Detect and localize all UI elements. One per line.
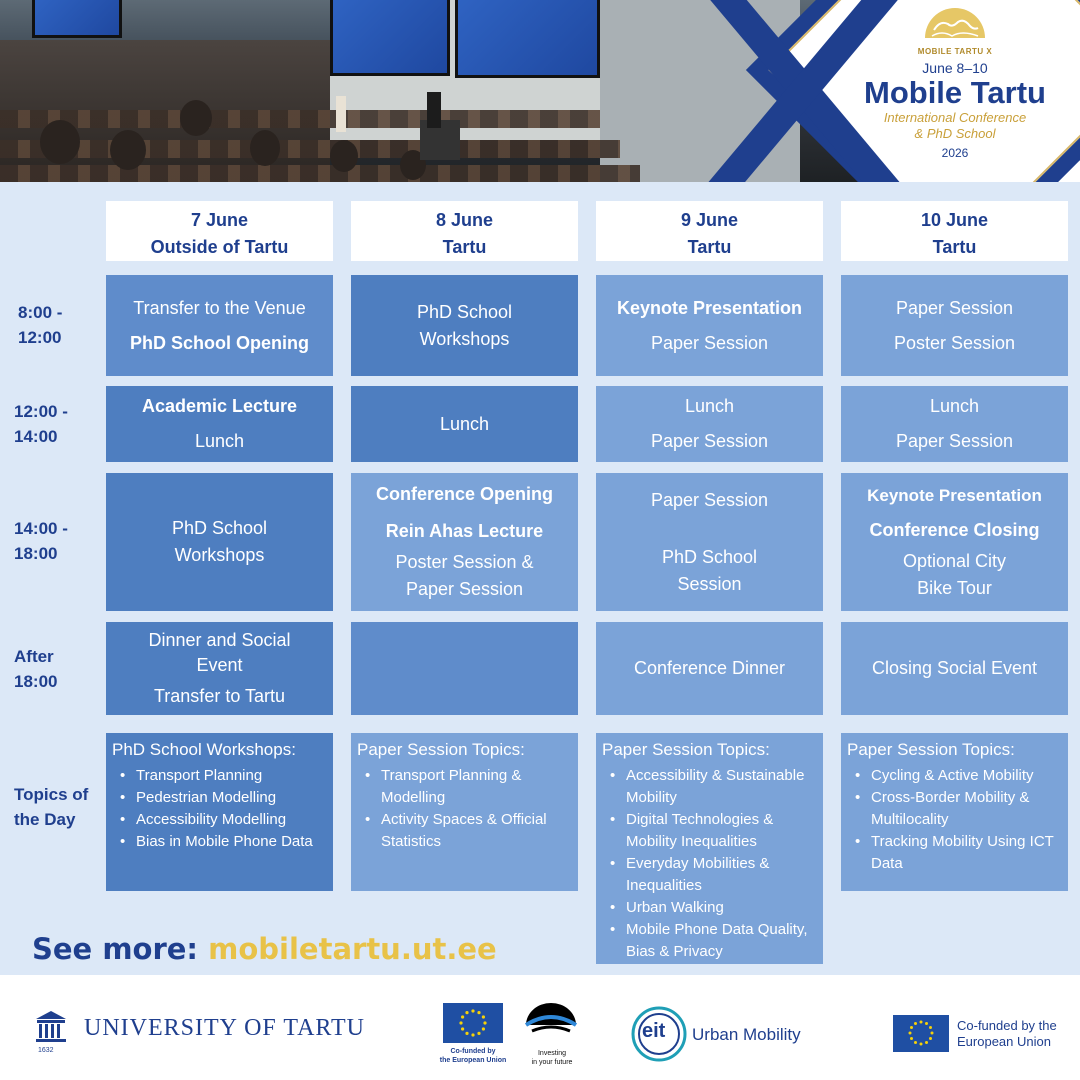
time-slot-line: 14:00 <box>14 427 58 446</box>
event-text: PhD School <box>171 518 268 538</box>
time-slot-line: 8:00 - <box>18 303 63 322</box>
list-item: • Urban Walking <box>602 897 817 919</box>
list-item: • Everyday Mobilities & Inequalities <box>602 853 817 897</box>
time-slot-after-18 <box>14 644 57 694</box>
list-item: • Accessibility Modelling <box>112 809 327 831</box>
topics-title: PhD School Workshops: <box>112 740 296 759</box>
investing-line: in your future <box>531 1059 573 1066</box>
time-slot-line: 12:00 <box>18 328 62 347</box>
time-slot-line: After <box>14 647 54 666</box>
list-item: • Bias in Mobile Phone Data <box>112 831 327 853</box>
time-slot-line: Topics of <box>14 785 89 804</box>
eu-cofunded-text <box>957 1018 1057 1050</box>
eit-brand-text: Urban Mobility <box>692 1025 801 1044</box>
event-text: Poster Session & <box>395 552 534 572</box>
event-text: Lunch <box>194 431 245 451</box>
schedule-cell-9-june-afternoon <box>596 473 823 611</box>
event-text: PhD School <box>661 546 758 567</box>
topics-title: Paper Session Topics: <box>602 740 770 759</box>
event-text: Paper Session <box>895 431 1014 451</box>
university-building-icon <box>34 1009 68 1043</box>
topics-cell-10-june <box>841 733 1068 891</box>
eu-cofunded-line: Co-funded by the <box>957 1018 1057 1033</box>
day-header-7-june <box>106 201 333 261</box>
investing-text <box>524 1049 580 1067</box>
event-text: Poster Session <box>893 332 1016 353</box>
day-header-9-june <box>596 201 823 261</box>
event-text: Closing Social Event <box>871 658 1038 678</box>
list-item: • Cross-Border Mobility & Multilocality <box>847 787 1062 831</box>
list-item: • Pedestrian Modelling <box>112 787 327 809</box>
topics-list <box>357 765 572 853</box>
event-text: Workshops <box>419 328 510 349</box>
eu-flag-icon <box>443 1003 503 1043</box>
topics-cell-8-june <box>351 733 578 891</box>
day-date: 10 June <box>920 210 989 230</box>
schedule-cell-10-june-afternoon <box>841 473 1068 611</box>
day-date: 9 June <box>680 210 739 230</box>
event-text: Lunch <box>439 413 490 434</box>
university-year: 1632 <box>38 1047 54 1054</box>
list-item: • Accessibility & Sustainable Mobility <box>602 765 817 809</box>
event-text: Dinner and Social <box>148 630 291 650</box>
time-slot-14-18 <box>14 516 68 566</box>
conference-badge <box>840 8 1070 178</box>
schedule-cell-9-june-morning <box>596 275 823 376</box>
conference-subtitle: International Conference <box>883 110 1027 125</box>
list-item: • Cycling & Active Mobility <box>847 765 1062 787</box>
see-more-label: See more: <box>32 932 199 966</box>
conference-title: Mobile Tartu <box>864 75 1046 110</box>
event-text: Paper Session <box>650 489 769 510</box>
list-item: • Transport Planning <box>112 765 327 787</box>
logo-text: MOBILE TARTU X <box>917 47 993 56</box>
topics-cell-7-june <box>106 733 333 891</box>
event-text: Lunch <box>684 396 735 416</box>
time-slot-line: the Day <box>14 810 76 829</box>
event-text: Paper Session <box>650 332 769 353</box>
list-item: • Activity Spaces & Official Statistics <box>357 809 572 853</box>
schedule-cell-8-june-midday <box>351 386 578 462</box>
list-item: • Tracking Mobility Using ICT Data <box>847 831 1062 875</box>
eit-text: eit <box>642 1020 666 1042</box>
website-link[interactable]: mobiletartu.ut.ee <box>208 932 497 966</box>
day-place: Outside of Tartu <box>150 237 289 257</box>
list-item: • Transport Planning & Modelling <box>357 765 572 809</box>
day-place: Tartu <box>687 237 732 257</box>
event-text: Event <box>196 655 243 675</box>
conference-dates: June 8–10 <box>922 60 988 76</box>
eu-cofunded-line: Co-funded by <box>450 1048 496 1055</box>
time-slot-8-12 <box>18 300 62 350</box>
schedule-cell-10-june-morning <box>841 275 1068 376</box>
topics-list <box>112 765 327 853</box>
event-text: Academic Lecture <box>141 396 298 416</box>
event-text: PhD School <box>416 301 513 322</box>
footer-logos <box>0 975 1080 1080</box>
event-text: Session <box>677 573 742 594</box>
schedule-cell-8-june-morning <box>351 275 578 376</box>
event-text: Bike Tour <box>917 578 992 598</box>
schedule-cell-9-june-evening <box>596 622 823 715</box>
event-text: Conference Closing <box>869 520 1040 540</box>
time-slot-line: 12:00 - <box>14 402 68 421</box>
event-text: Transfer to Tartu <box>153 686 286 706</box>
investing-future-logo-icon <box>522 997 580 1047</box>
conference-subtitle: & PhD School <box>914 126 996 141</box>
event-text: Keynote Presentation <box>616 297 803 318</box>
event-text: Keynote Presentation <box>867 486 1042 505</box>
day-date: 7 June <box>190 210 249 230</box>
header-banner <box>0 0 1080 182</box>
event-text: Lunch <box>929 396 980 416</box>
day-date: 8 June <box>435 210 494 230</box>
event-text: Paper Session <box>650 431 769 451</box>
day-place: Tartu <box>442 237 487 257</box>
event-text: Conference Opening <box>375 484 554 504</box>
list-item: • Mobile Phone Data Quality, Bias & Privacy <box>602 919 817 963</box>
eu-flag-icon <box>893 1015 949 1052</box>
university-name: UNIVERSITY OF TARTU <box>84 1015 365 1041</box>
day-place: Tartu <box>932 237 977 257</box>
event-text: Paper Session <box>895 297 1014 318</box>
investing-line: Investing <box>537 1050 567 1057</box>
event-text: Paper Session <box>405 579 524 599</box>
topics-title: Paper Session Topics: <box>847 740 1015 759</box>
event-text: Workshops <box>174 545 265 565</box>
time-slot-line: 14:00 - <box>14 519 68 538</box>
globe-logo-icon <box>920 8 990 42</box>
event-text: Optional City <box>902 551 1007 571</box>
event-text: Conference Dinner <box>633 658 786 678</box>
time-slot-12-14 <box>14 399 68 449</box>
time-slot-line: 18:00 <box>14 672 58 691</box>
day-header-10-june <box>841 201 1068 261</box>
conference-year: 2026 <box>941 146 969 160</box>
event-text: Transfer to the Venue <box>133 297 306 318</box>
event-text: Rein Ahas Lecture <box>385 521 544 541</box>
list-item: • Digital Technologies & Mobility Inequalities <box>602 809 817 853</box>
topics-title: Paper Session Topics: <box>357 740 525 759</box>
event-text: PhD School Opening <box>130 332 309 353</box>
schedule-cell-10-june-evening <box>841 622 1068 715</box>
schedule-cell-9-june-midday <box>596 386 823 462</box>
schedule-cell-7-june-afternoon <box>106 473 333 611</box>
schedule-cell-10-june-midday <box>841 386 1068 462</box>
schedule-cell-7-june-midday <box>106 386 333 462</box>
see-more-line <box>32 932 497 966</box>
eu-cofunded-line: European Union <box>957 1034 1051 1049</box>
day-header-8-june <box>351 201 578 261</box>
topics-cell-9-june <box>596 733 823 964</box>
schedule-cell-8-june-afternoon <box>351 473 578 611</box>
time-slot-topics <box>14 782 88 832</box>
time-slot-line: 18:00 <box>14 544 58 563</box>
topics-list <box>602 765 817 963</box>
eu-cofunded-line: the European Union <box>439 1057 507 1064</box>
schedule-cell-7-june-evening <box>106 622 333 715</box>
schedule-cell-8-june-evening <box>351 622 578 715</box>
topics-list <box>847 765 1062 875</box>
eu-cofunded-small <box>432 1047 514 1065</box>
schedule-cell-7-june-morning <box>106 275 333 376</box>
